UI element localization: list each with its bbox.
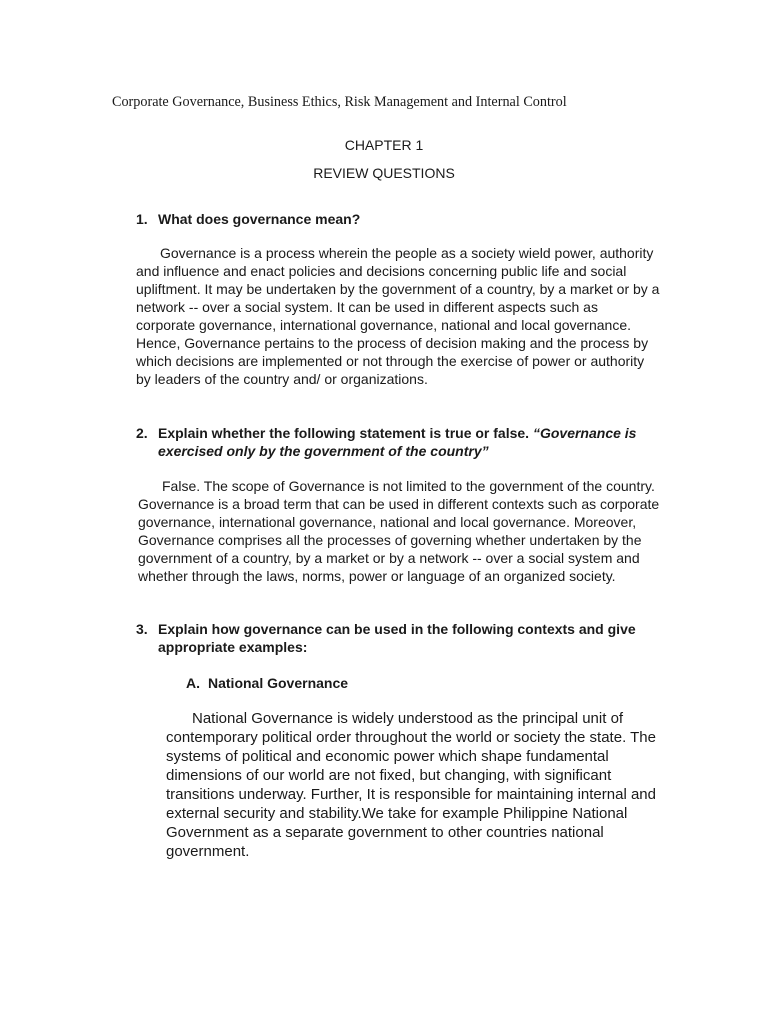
document-title: Corporate Governance, Business Ethics, Risk Management and Internal Control	[112, 94, 567, 110]
question-text: What does governance mean?	[158, 211, 361, 227]
subitem-letter: A.	[186, 675, 200, 691]
answer-1: Governance is a process wherein the people as a society wield power, authority and influence and enact policies and decisions concerning public life and social upliftment. It may be undertaken by the government of a country, by a market or by a network -- over a social system. It can be used in different aspects such as corporate governance, international governance, national and local governance. Hence, Governance pertains to the process of decision making and the process by which decisions are implemented or not through the exercise of power or authority by leaders of the country and/ or organizations.	[136, 245, 660, 387]
subitem-a	[186, 674, 586, 692]
question-quote: “Governance is exercised only by the government of the country”	[158, 425, 637, 459]
question-1	[136, 210, 676, 228]
question-3	[136, 620, 666, 656]
question-text: Explain how governance can be used in the following contexts and give appropriate examples:	[158, 621, 636, 655]
question-number: 3.	[136, 621, 148, 637]
answer-2: False. The scope of Governance is not limited to the government of the country. Governance is a broad term that can be used in different contexts such as corporate governance, international governance, national and local governance. Moreover, Governance comprises all the processes of governing whether undertaken by the government of a country, by a market or by a network -- over a social system and whether through the laws, norms, power or language of an organized society.	[138, 478, 660, 584]
section-heading: REVIEW QUESTIONS	[313, 165, 455, 181]
question-text: Explain whether the following statement is true or false.	[158, 425, 530, 441]
question-text-wrapper	[158, 424, 676, 460]
chapter-heading: CHAPTER 1	[344, 137, 424, 153]
question-number: 1.	[136, 211, 148, 227]
subitem-text: National Governance	[208, 675, 349, 691]
answer-3a: National Governance is widely understood as the principal unit of contemporary political order throughout the world or society the state. The systems of political and economic power which shape fundamental dimensions of our world are not fixed, but changing, with significant transitions underway. Further, It is responsible for maintaining internal and external security and stability.We take for example Philippine National Government as a separate government to other countries national government.	[166, 710, 656, 860]
question-number: 2.	[136, 425, 148, 441]
question-2	[136, 424, 676, 460]
